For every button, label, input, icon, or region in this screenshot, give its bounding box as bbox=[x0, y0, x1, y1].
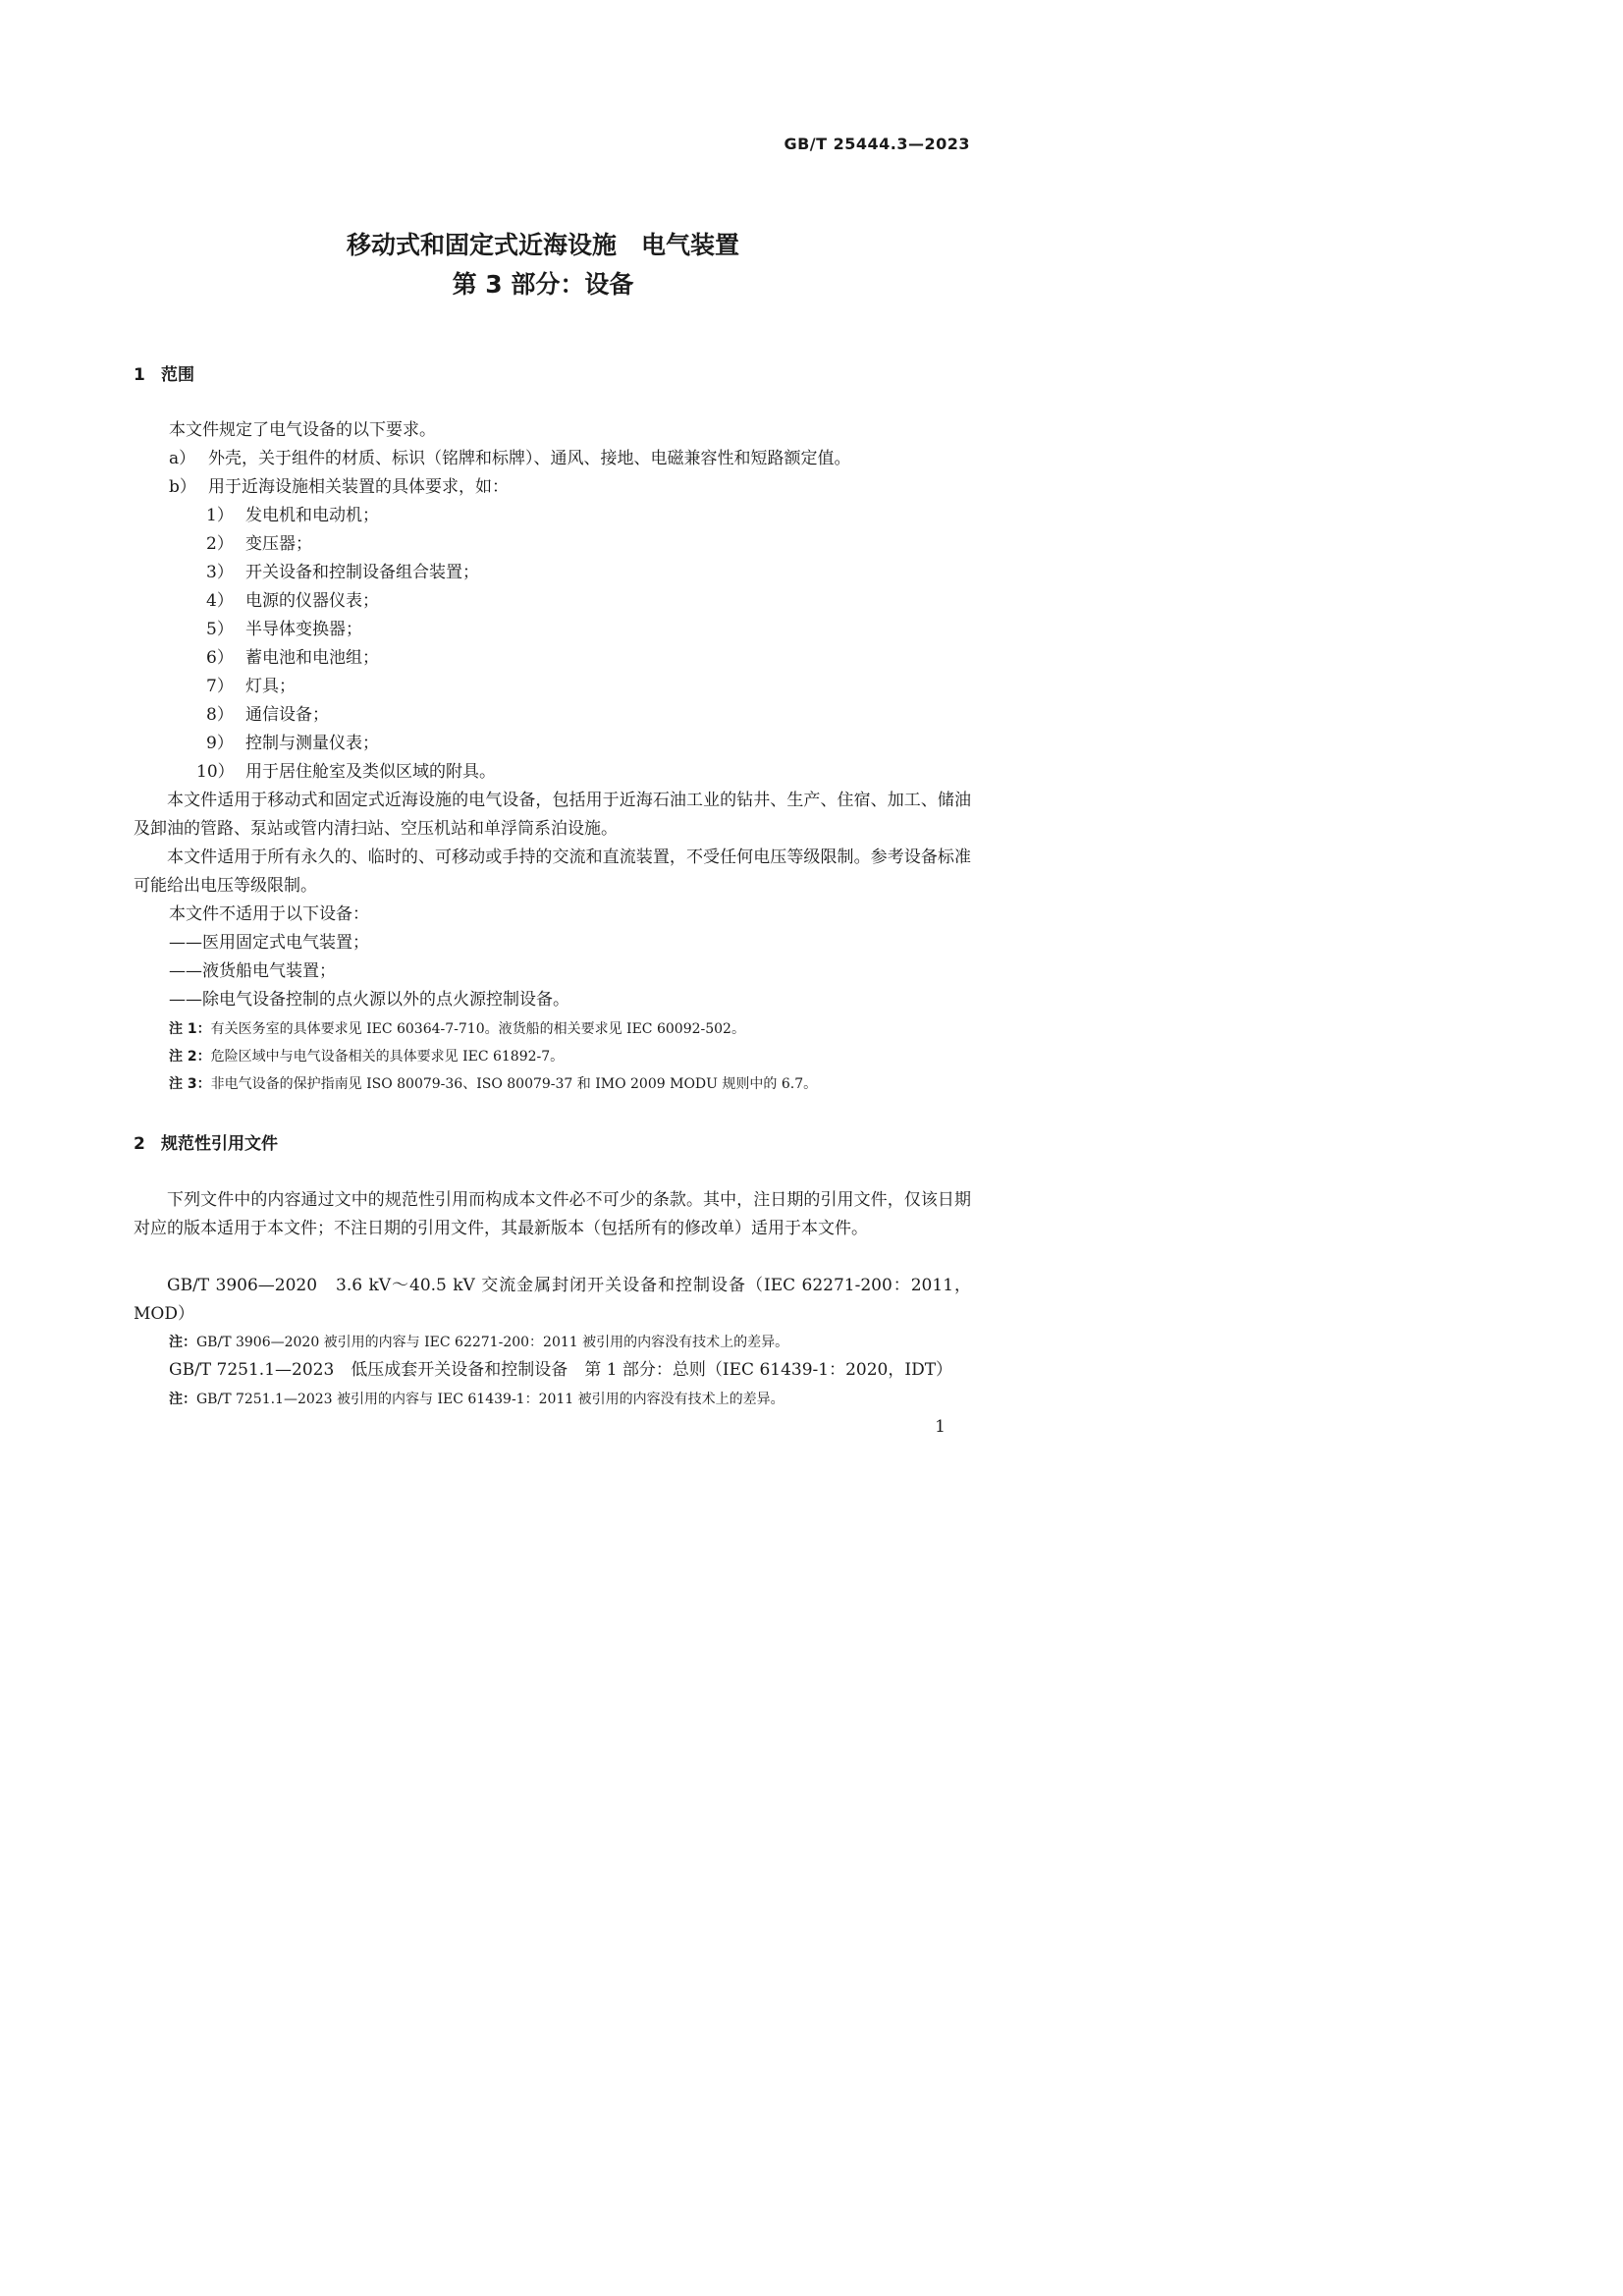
sub-marker: 4） bbox=[206, 591, 234, 611]
note-text: GB/T 3906—2020 被引用的内容与 IEC 62271-200：2011 被引用的内容没有技术上的差异。 bbox=[196, 1335, 789, 1350]
sub-text: 半导体变换器； bbox=[245, 620, 362, 639]
sub-item-2 bbox=[206, 530, 312, 559]
note-text: 危险区域中与电气设备相关的具体要求见 IEC 61892-7。 bbox=[210, 1049, 565, 1065]
list-item-b bbox=[169, 473, 509, 502]
note-3 bbox=[169, 1073, 817, 1093]
document-title-line1: 移动式和固定式近海设施 电气装置 bbox=[346, 231, 739, 259]
note-label: 注 3： bbox=[169, 1076, 211, 1092]
reference-1-note bbox=[169, 1332, 788, 1351]
section-1-paragraph-2: 本文件适用于所有永久的、临时的、可移动或手持的交流和直流装置，不受任何电压等级限制。参考设备标准可能给出电压等级限制。 bbox=[134, 847, 971, 896]
dash-item: ——医用固定式电气装置； bbox=[169, 933, 369, 953]
section-2-number: 2 bbox=[134, 1134, 145, 1154]
note-label: 注 1： bbox=[169, 1021, 211, 1037]
sub-marker: 10） bbox=[196, 762, 235, 782]
section-1-title: 范围 bbox=[161, 365, 194, 385]
sub-marker: 9） bbox=[206, 734, 234, 753]
dash-item: ——液货船电气装置； bbox=[169, 961, 336, 981]
sub-marker: 1） bbox=[206, 506, 234, 525]
sub-item-1 bbox=[206, 502, 379, 530]
section-2-paragraph: 下列文件中的内容通过文中的规范性引用而构成本文件必不可少的条款。其中，注日期的引用文件，仅该日期对应的版本适用于本文件；不注日期的引用文件，其最新版本（包括所有的修改单）适用于本文件。 bbox=[134, 1190, 971, 1238]
section-2-title: 规范性引用文件 bbox=[161, 1134, 278, 1154]
note-label: 注： bbox=[169, 1335, 196, 1350]
sub-text: 用于居住舱室及类似区域的附具。 bbox=[245, 762, 496, 782]
sub-item-8 bbox=[206, 701, 329, 730]
sub-text: 通信设备； bbox=[245, 705, 329, 725]
sub-text: 开关设备和控制设备组合装置； bbox=[245, 563, 479, 582]
sub-text: 控制与测量仪表； bbox=[245, 734, 379, 753]
note-text: 有关医务室的具体要求见 IEC 60364-7-710。液货船的相关要求见 IEC 60092-502。 bbox=[210, 1021, 745, 1037]
list-marker: a） bbox=[169, 449, 196, 468]
note-1 bbox=[169, 1018, 745, 1038]
list-text: 用于近海设施相关装置的具体要求，如： bbox=[208, 477, 509, 497]
sub-item-9 bbox=[206, 730, 379, 758]
sub-marker: 6） bbox=[206, 648, 234, 668]
document-title-line2: 第 3 部分：设备 bbox=[452, 270, 634, 299]
list-text: 外壳，关于组件的材质、标识（铭牌和标牌）、通风、接地、电磁兼容性和短路额定值。 bbox=[208, 449, 851, 468]
standard-code: GB/T 25444.3—2023 bbox=[784, 135, 970, 153]
section-1-number: 1 bbox=[134, 365, 145, 385]
note-label: 注 2： bbox=[169, 1049, 211, 1065]
sub-marker: 2） bbox=[206, 534, 234, 554]
sub-text: 灯具； bbox=[245, 677, 296, 696]
sub-item-5 bbox=[206, 616, 362, 644]
sub-item-4 bbox=[206, 587, 379, 616]
note-text: 非电气设备的保护指南见 ISO 80079-36、ISO 80079-37 和 IMO 2009 MODU 规则中的 6.7。 bbox=[210, 1076, 818, 1092]
list-marker: b） bbox=[169, 477, 196, 497]
sub-text: 发电机和电动机； bbox=[245, 506, 379, 525]
dash-item: ——除电气设备控制的点火源以外的点火源控制设备。 bbox=[169, 990, 569, 1010]
section-2-heading bbox=[134, 1129, 278, 1154]
reference-2: GB/T 7251.1—2023 低压成套开关设备和控制设备 第 1 部分：总则（IEC 61439-1：2020，IDT） bbox=[169, 1360, 953, 1380]
sub-item-6 bbox=[206, 644, 379, 673]
sub-marker: 3） bbox=[206, 563, 234, 582]
section-1-paragraph-1: 本文件适用于移动式和固定式近海设施的电气设备，包括用于近海石油工业的钻井、生产、住宿、加工、储油及卸油的管路、泵站或管内清扫站、空压机站和单浮筒系泊设施。 bbox=[134, 791, 971, 839]
note-2 bbox=[169, 1046, 564, 1066]
sub-text: 电源的仪器仪表； bbox=[245, 591, 379, 611]
page-number: 1 bbox=[935, 1417, 946, 1437]
section-1-heading bbox=[134, 360, 194, 385]
section-1-intro: 本文件规定了电气设备的以下要求。 bbox=[169, 420, 436, 440]
list-item-a bbox=[169, 445, 851, 473]
sub-marker: 7） bbox=[206, 677, 234, 696]
sub-item-3 bbox=[206, 559, 479, 587]
reference-1: GB/T 3906—2020 3.6 kV～40.5 kV 交流金属封闭开关设备和控制设备（IEC 62271-200：2011，MOD） bbox=[134, 1276, 971, 1324]
sub-marker: 8） bbox=[206, 705, 234, 725]
sub-item-10 bbox=[196, 758, 496, 787]
reference-2-note bbox=[169, 1389, 784, 1408]
section-1-paragraph-3: 本文件不适用于以下设备： bbox=[169, 904, 369, 924]
sub-text: 蓄电池和电池组； bbox=[245, 648, 379, 668]
note-text: GB/T 7251.1—2023 被引用的内容与 IEC 61439-1：2011 被引用的内容没有技术上的差异。 bbox=[196, 1392, 784, 1407]
sub-text: 变压器； bbox=[245, 534, 312, 554]
sub-marker: 5） bbox=[206, 620, 234, 639]
sub-item-7 bbox=[206, 673, 296, 701]
note-label: 注： bbox=[169, 1392, 196, 1407]
